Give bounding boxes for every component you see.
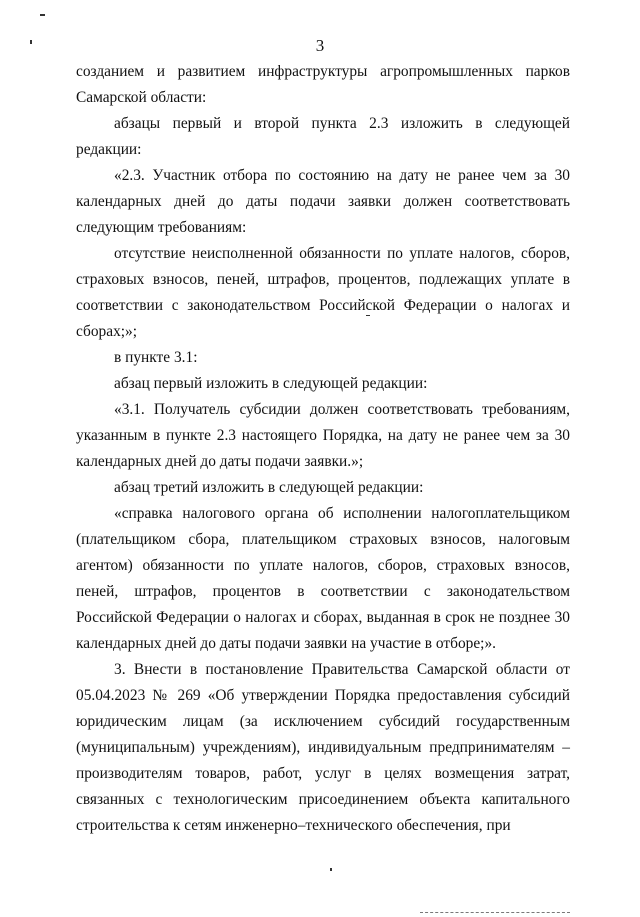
scan-speck — [40, 14, 45, 16]
paragraph: созданием и развитием инфраструктуры агропромышленных парков Самарской области: — [76, 63, 570, 106]
page-number: 3 — [315, 36, 325, 55]
paragraph: «3.1. Получатель субсидии должен соответствовать требованиям, указанным в пункте 2.3 настоящего Порядка, на дату не ранее чем за 30 календарных дней до даты подачи заявки.»; — [76, 401, 570, 470]
paragraph: абзац третий изложить в следующей редакции: — [114, 479, 424, 496]
paragraph: «2.3. Участник отбора по состоянию на дату не ранее чем за 30 календарных дней до даты подачи заявки должен соответствовать следующим требованиям: — [76, 167, 570, 236]
scan-speck — [330, 868, 332, 871]
paragraph: отсутствие неисполненной обязанности по уплате налогов, сборов, страховых взносов, пеней, штрафов, процентов, подлежащих уплате в соответствии с законодательством Российской Федерации о налогах и сборах;»; — [76, 245, 570, 340]
paragraph: абзацы первый и второй пункта 2.3 изложить в следующей редакции: — [76, 115, 570, 158]
page-bottom-rule — [420, 912, 570, 913]
paragraph: в пункте 3.1: — [114, 349, 198, 366]
paragraph: 3. Внести в постановление Правительства Самарской области от 05.04.2023 № 269 «Об утверждении Порядка предоставления субсидий юридическим лицам (за исключением субсидий государственным (муниципальным) учреждениям), индивидуальным предпринимателям – производителям товаров, работ, услуг в целях возмещения затрат, связанных с технологическим присоединением объекта капитального строительства к сетям инженерно–технического обеспечения, при — [76, 661, 570, 834]
body-text — [76, 59, 570, 839]
paragraph: «справка налогового органа об исполнении налогоплательщиком (плательщиком сбора, плательщиком страховых взносов, налоговым агентом) обязанности по уплате налогов, сборов, страховых взносов, пеней, штрафов, процентов в соответствии с законодательством Российской Федерации о налогах и сборах, выданная в срок не позднее 30 календарных дней до даты подачи заявки на участие в отборе;». — [76, 505, 570, 652]
paragraph: абзац первый изложить в следующей редакции: — [114, 375, 428, 392]
